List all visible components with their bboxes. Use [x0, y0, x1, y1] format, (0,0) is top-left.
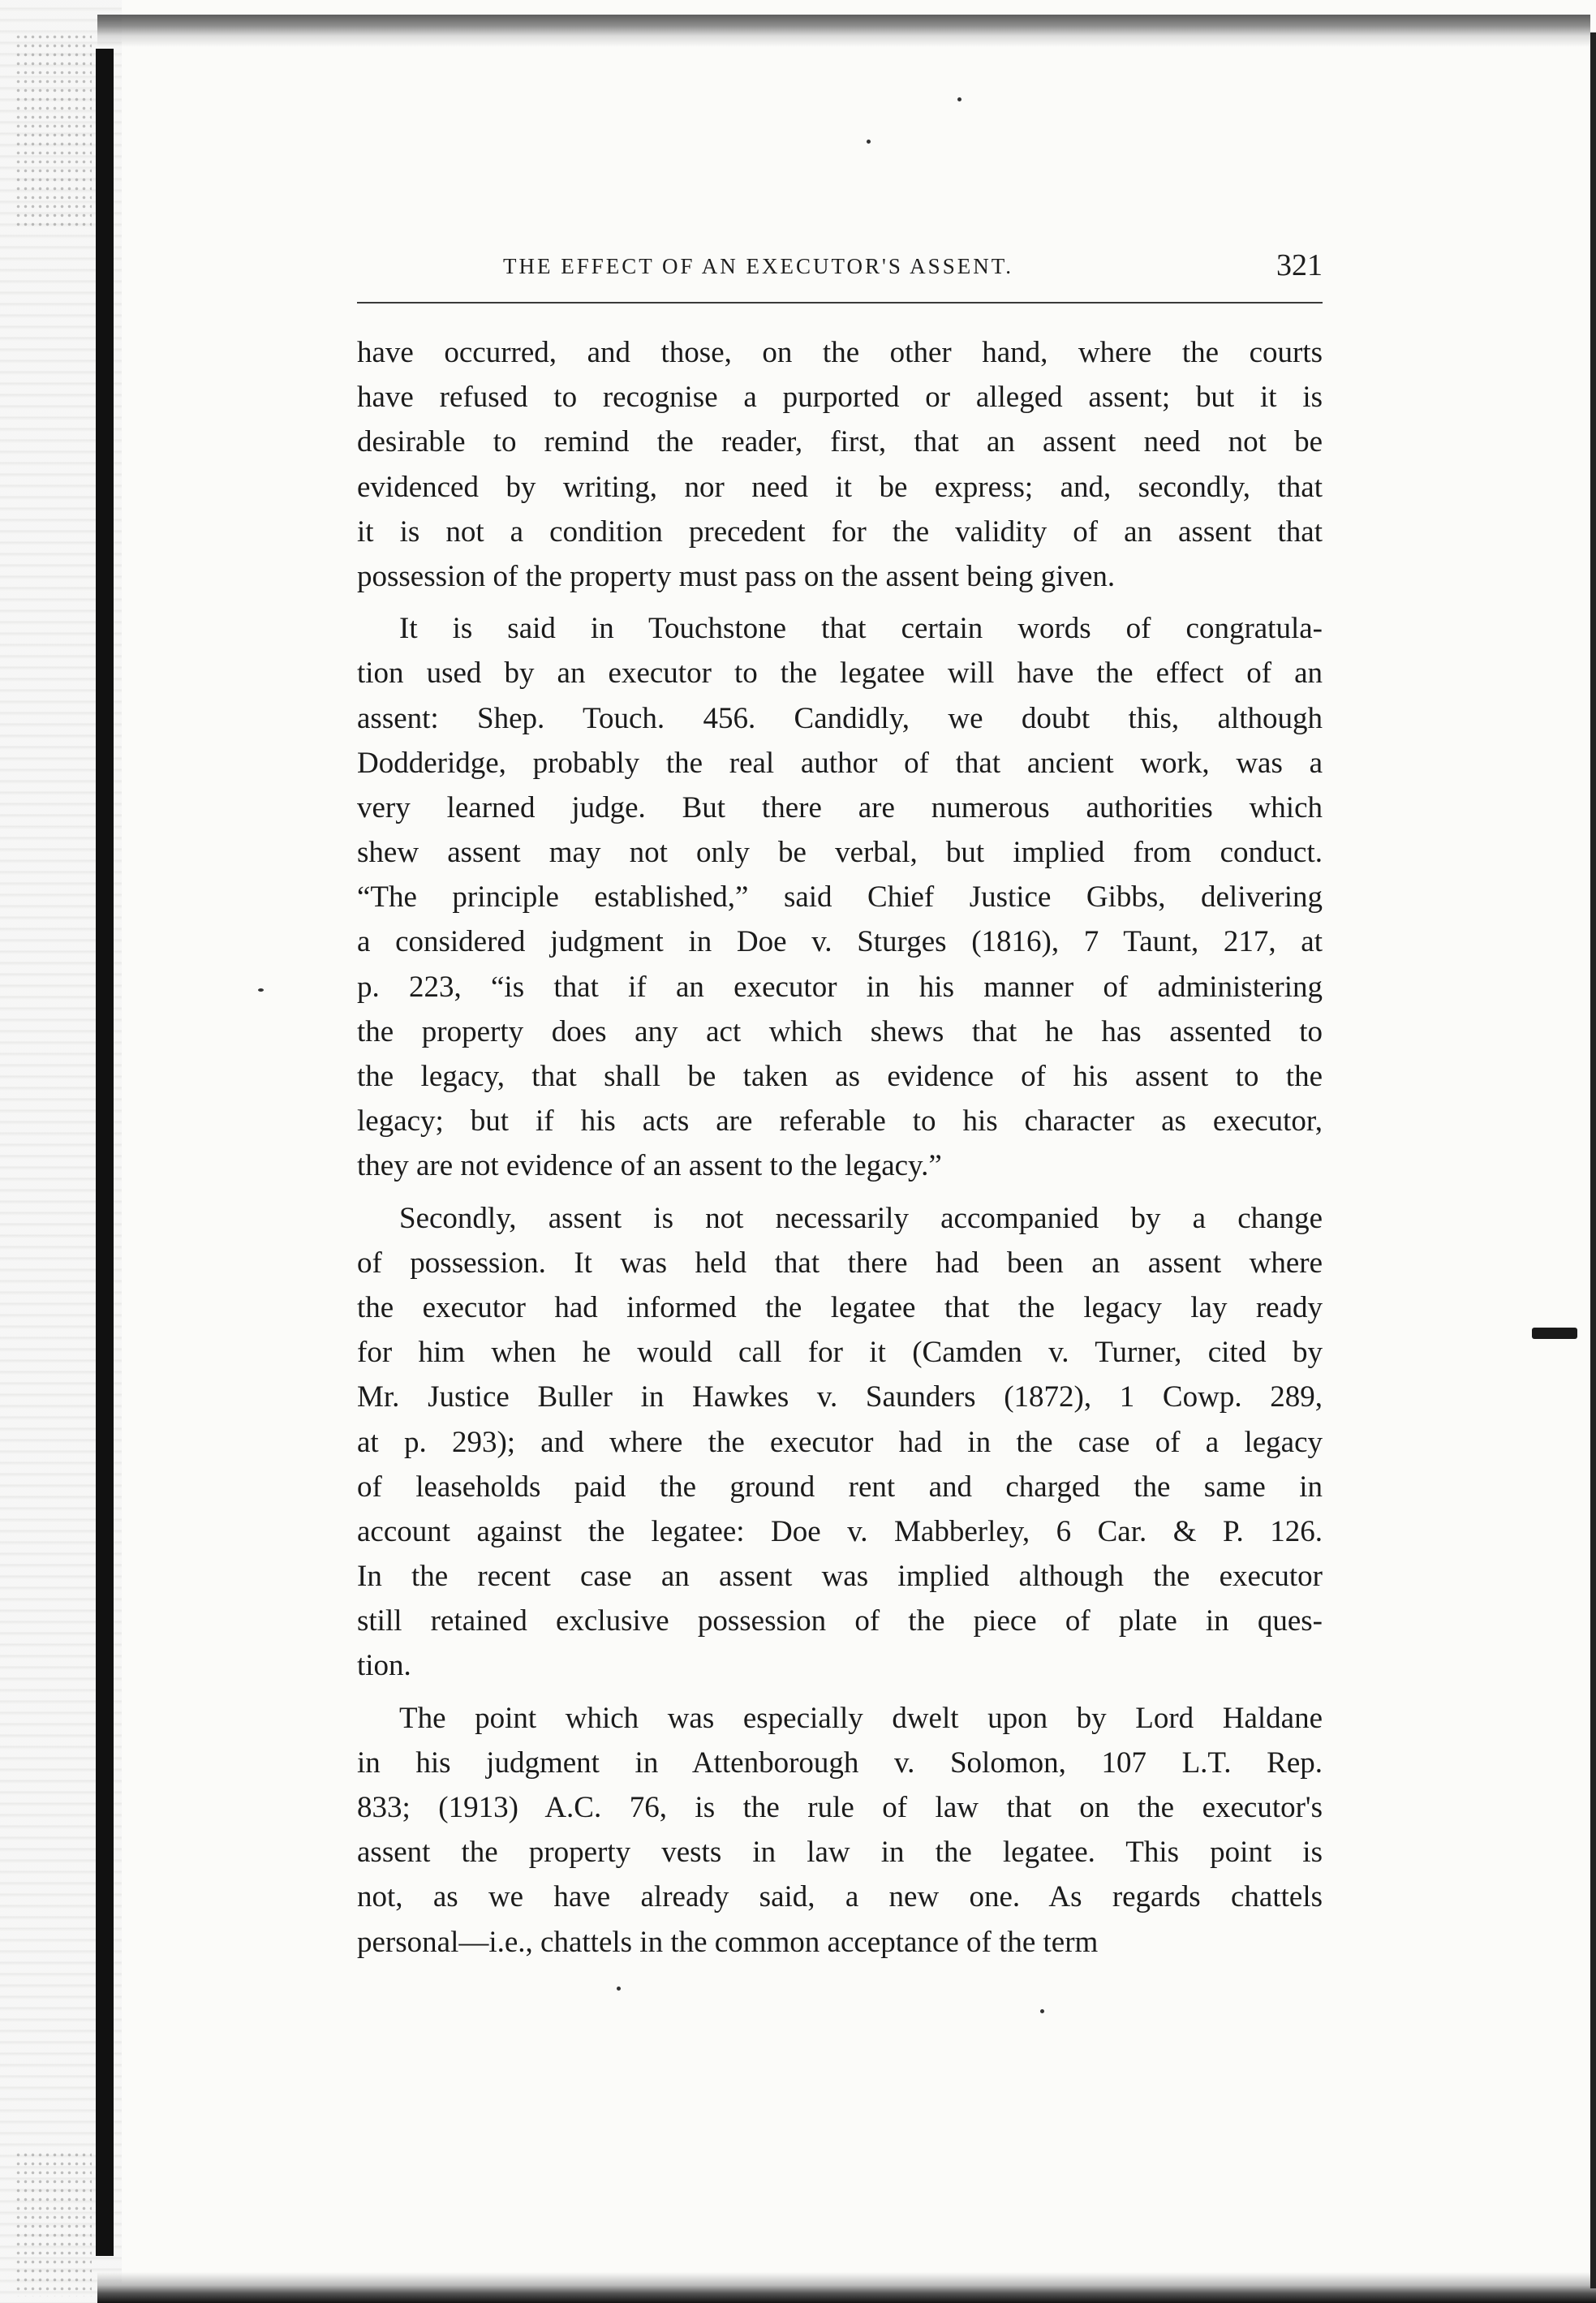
text-line: very learned judge. But there are numerous authorities which — [357, 790, 1323, 824]
paragraph — [357, 330, 1323, 599]
text-line: Mr. Justice Buller in Hawkes v. Saunders (1872), 1 Cowp. 289, — [357, 1380, 1323, 1414]
scan-speck — [258, 988, 264, 992]
text-line: tion. — [357, 1649, 411, 1683]
text-line: shew assent may not only be verbal, but implied from conduct. — [357, 836, 1323, 870]
text-line: The point which was especially dwelt upon by Lord Haldane — [399, 1701, 1323, 1735]
body-text — [357, 330, 1323, 1972]
text-line: possession of the property must pass on the assent being given. — [357, 559, 1116, 593]
text-line: In the recent case an assent was implied although the executor — [357, 1560, 1323, 1594]
scan-noise-bottom-left — [15, 2150, 92, 2297]
text-line: p. 223, “is that if an executor in his manner of administering — [357, 970, 1323, 1004]
text-line: desirable to remind the reader, first, that an assent need not be — [357, 425, 1323, 459]
text-line: of possession. It was held that there had been an assent where — [357, 1246, 1323, 1280]
scan-speck — [1040, 2009, 1044, 2013]
text-line: assent: Shep. Touch. 456. Candidly, we doubt this, although — [357, 701, 1323, 735]
text-line: have refused to recognise a purported or alleged assent; but it is — [357, 381, 1323, 415]
page-top-edge — [97, 15, 1590, 47]
page-right-edge — [1590, 32, 1596, 2288]
text-line: personal—i.e., chattels in the common acceptance of the term — [357, 1925, 1099, 1959]
text-line: they are not evidence of an assent to the legacy.” — [357, 1149, 942, 1183]
running-head — [357, 248, 1323, 291]
paragraph — [357, 1196, 1323, 1689]
book-spine-edge — [96, 49, 114, 2256]
text-line: the legacy, that shall be taken as evidence of his assent to the — [357, 1060, 1323, 1093]
text-line: evidenced by writing, nor need it be express; and, secondly, that — [357, 470, 1323, 504]
text-line: for him when he would call for it (Camden v. Turner, cited by — [357, 1336, 1323, 1370]
text-line: still retained exclusive possession of the piece of plate in ques- — [357, 1604, 1323, 1638]
text-line: a considered judgment in Doe v. Sturges (1816), 7 Taunt, 217, at — [357, 925, 1323, 959]
scan-speck — [957, 97, 961, 101]
text-line: have occurred, and those, on the other hand, where the courts — [357, 336, 1323, 369]
text-line: assent the property vests in law in the legatee. This point is — [357, 1836, 1323, 1870]
margin-tab-mark — [1532, 1328, 1577, 1339]
scan-noise-top-left — [15, 32, 92, 227]
text-line: in his judgment in Attenborough v. Solomon, 107 L.T. Rep. — [357, 1746, 1323, 1780]
page-bottom-edge — [97, 2272, 1596, 2303]
text-line: the property does any act which shews that he has assented to — [357, 1014, 1323, 1048]
text-line: It is said in Touchstone that certain words of congratula- — [399, 612, 1323, 646]
page-number: 321 — [1276, 248, 1323, 282]
text-line: the executor had informed the legatee that the legacy lay ready — [357, 1290, 1323, 1324]
text-line: it is not a condition precedent for the validity of an assent that — [357, 514, 1323, 549]
paragraph — [357, 1696, 1323, 1965]
scan-speck — [867, 140, 871, 144]
text-line: at p. 293); and where the executor had in the case of a legacy — [357, 1425, 1323, 1459]
text-line: Secondly, assent is not necessarily accompanied by a change — [399, 1201, 1323, 1235]
scan-speck — [617, 1987, 621, 1991]
text-line: 833; (1913) A.C. 76, is the rule of law that on the executor's — [357, 1791, 1323, 1824]
text-line: legacy; but if his acts are referable to his character as executor, — [357, 1104, 1323, 1139]
header-rule — [357, 302, 1323, 303]
paragraph — [357, 606, 1323, 1188]
text-line: not, as we have already said, a new one. As regards chattels — [357, 1880, 1323, 1914]
running-title: THE EFFECT OF AN EXECUTOR'S ASSENT. — [503, 254, 1013, 278]
text-line: of leaseholds paid the ground rent and charged the same in — [357, 1470, 1323, 1504]
text-line: account against the legatee: Doe v. Mabberley, 6 Car. & P. 126. — [357, 1514, 1323, 1548]
text-line: tion used by an executor to the legatee will have the effect of an — [357, 656, 1323, 691]
text-line: Dodderidge, probably the real author of that ancient work, was a — [357, 746, 1323, 780]
text-line: “The principle established,” said Chief Justice Gibbs, delivering — [357, 880, 1323, 915]
